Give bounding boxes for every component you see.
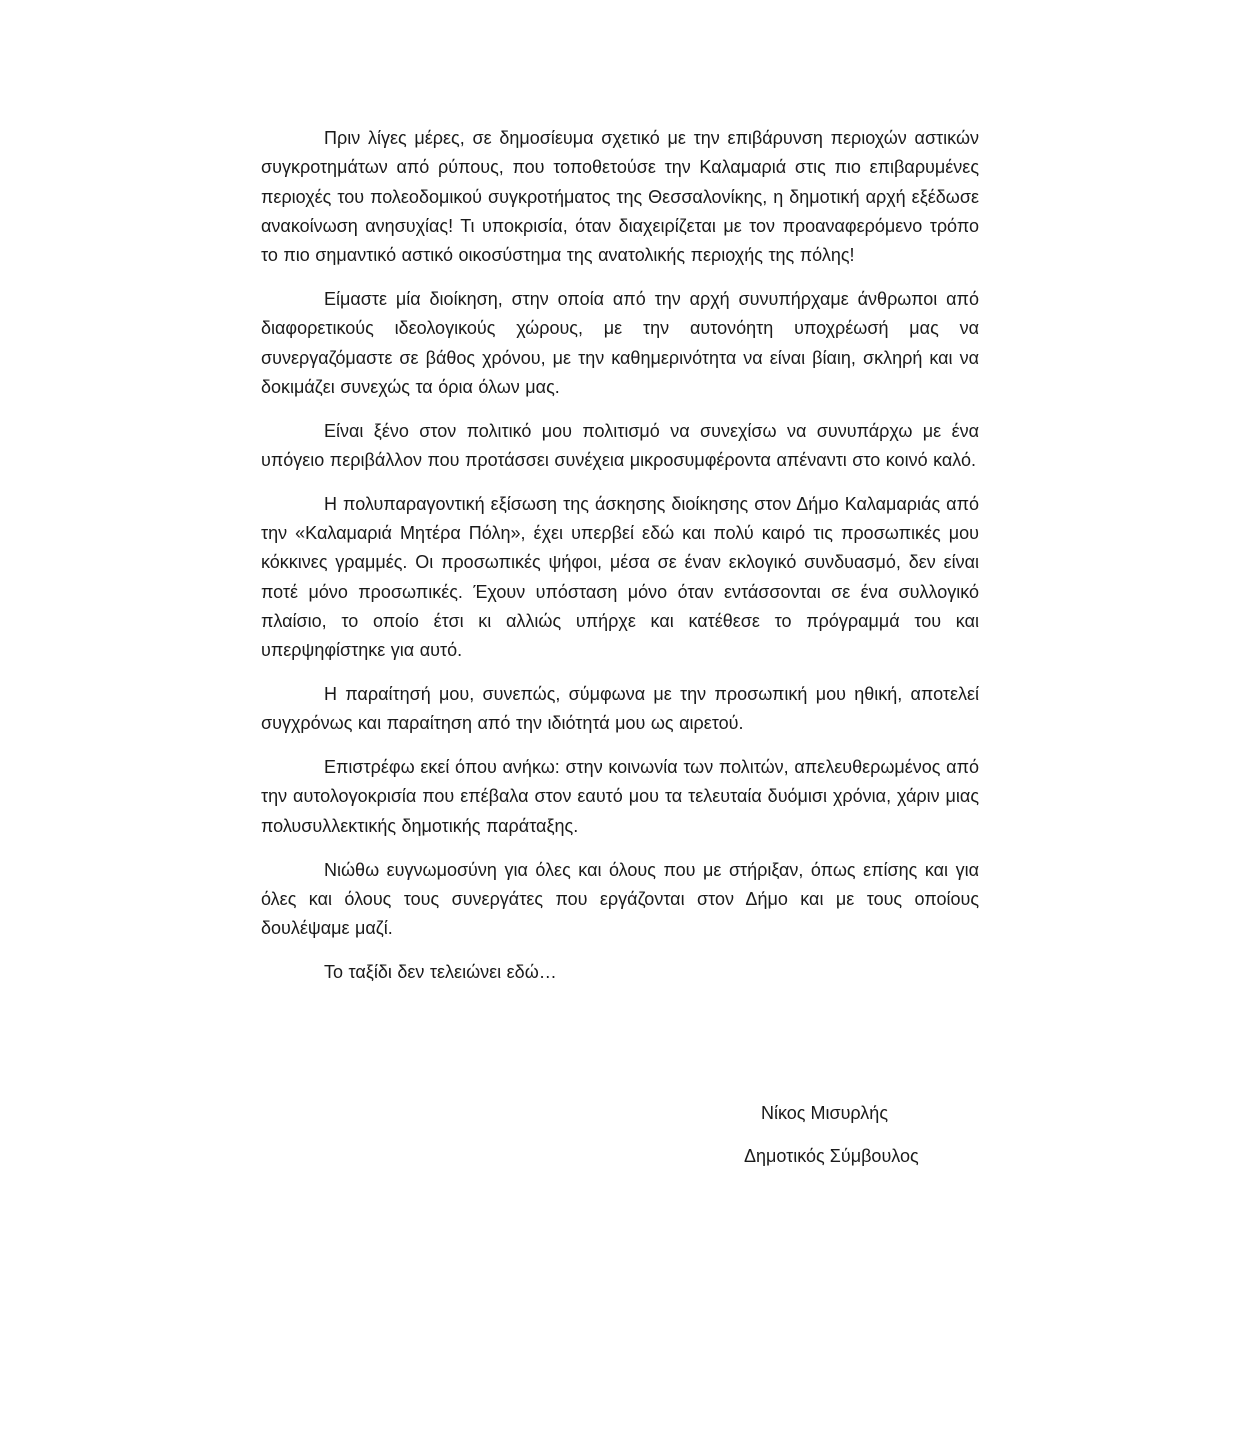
- paragraph-3: Είναι ξένο στον πολιτικό μου πολιτισμό να συνεχίσω να συνυπάρχω με ένα υπόγειο περιβάλλον που προτάσσει συνέχεια μικροσυμφέροντα απέναντι στο κοινό καλό.: [261, 420, 979, 470]
- letter-body: [261, 124, 979, 1002]
- paragraph-2: Είμαστε μία διοίκηση, στην οποία από την αρχή συνυπήρχαμε άνθρωποι από διαφορετικούς ιδεολογικούς χώρους, με την αυτονόητη υποχρέωσή μας να συνεργαζόμαστε σε βάθος χρόνου, με την καθημερινότητα να είναι βίαιη, σκληρή και να δοκιμάζει συνεχώς τα όρια όλων μας.: [261, 288, 979, 397]
- paragraph-5: Η παραίτησή μου, συνεπώς, σύμφωνα με την προσωπική μου ηθική, αποτελεί συγχρόνως και παραίτηση από την ιδιότητά μου ως αιρετού.: [261, 684, 979, 734]
- paragraph-7: Νιώθω ευγνωμοσύνη για όλες και όλους που με στήριξαν, όπως επίσης και για όλες και όλους τους συνεργάτες που εργάζονται στον Δήμο και με τους οποίους δουλέψαμε μαζί.: [261, 859, 979, 939]
- closing-line: Το ταξίδι δεν τελειώνει εδώ…: [324, 961, 557, 982]
- paragraph-6: Επιστρέφω εκεί όπου ανήκω: στην κοινωνία των πολιτών, απελευθερωμένος από την αυτολογοκρισία που επέβαλα στον εαυτό μου τα τελευταία δυόμισι χρόνια, χάριν μιας πολυσυλλεκτικής δημοτικής παράταξης.: [261, 757, 979, 836]
- paragraph-4: Η πολυπαραγοντική εξίσωση της άσκησης διοίκησης στον Δήμο Καλαμαριάς από την «Καλαμαριά Μητέρα Πόλη», έχει υπερβεί εδώ και πολύ καιρό τις προσωπικές μου κόκκινες γραμμές. Οι προσωπικές ψήφοι, μέσα σε έναν εκλογικό συνδυασμό, δεν είναι ποτέ μόνο προσωπικές. Έχουν υπόσταση μόνο όταν εντάσσονται σε ένα συλλογικό πλαίσιο, το οποίο έτσι κι αλλιώς υπήρχε και κατέθεσε το πρόγραμμά του και υπερψηφίστηκε για αυτό.: [261, 493, 979, 661]
- paragraph-1: Πριν λίγες μέρες, σε δημοσίευμα σχετικό με την επιβάρυνση περιοχών αστικών συγκροτημάτων από ρύπους, που τοποθετούσε την Καλαμαριά στις πιο επιβαρυμένες περιοχές του πολεοδομικού συγκροτήματος της Θεσσαλονίκης, η δημοτική αρχή εξέδωσε ανακοίνωση ανησυχίας! Τι υποκρισία, όταν διαχειρίζεται με τον προαναφερόμενο τρόπο το πιο σημαντικό αστικό οικοσύστημα της ανατολικής περιοχής της πόλης!: [261, 128, 979, 266]
- signature-title: Δημοτικός Σύμβουλος: [744, 1146, 919, 1166]
- signature-name: Νίκος Μισυρλής: [761, 1103, 888, 1123]
